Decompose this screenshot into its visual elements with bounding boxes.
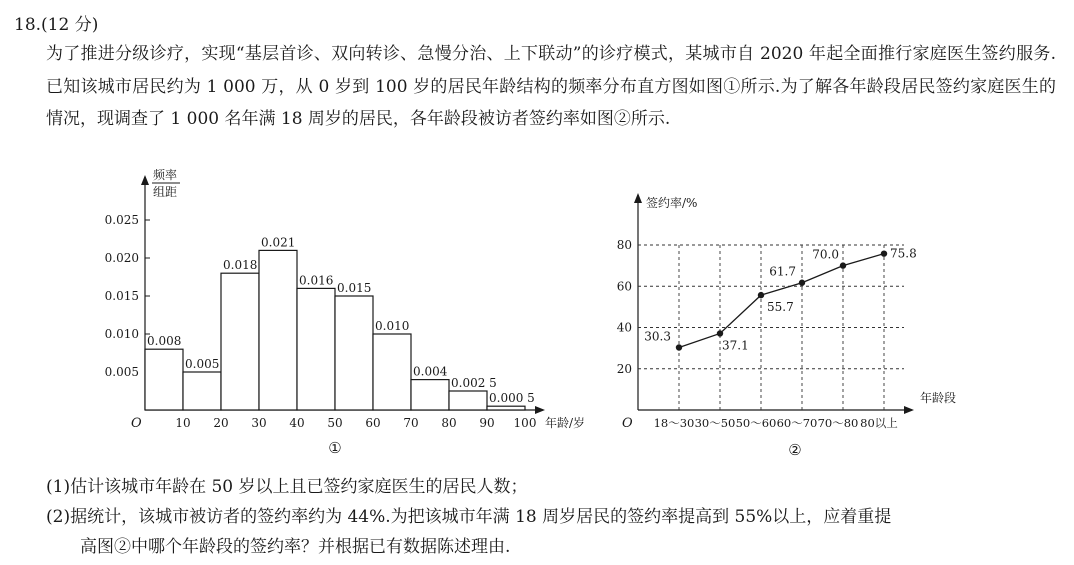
question-1: (1)估计该城市年龄在 50 岁以上且已签约家庭医生的居民人数； (46, 477, 528, 497)
bar-value-label: 0.016 (299, 273, 334, 288)
x-category-label: 70～80 (817, 416, 859, 430)
y-tick-label: 40 (616, 320, 632, 335)
x-axis-label: 年龄/岁 (545, 416, 586, 430)
histogram-bar (411, 380, 449, 410)
bar-value-label: 0.000 5 (489, 391, 535, 406)
data-point (881, 250, 887, 256)
y-axis-arrow (141, 175, 149, 185)
histogram-bar (145, 349, 183, 410)
y-tick-label: 60 (616, 279, 632, 294)
origin-label: O (622, 416, 633, 431)
histogram-bar (487, 406, 525, 410)
y-tick-label: 0.005 (104, 365, 139, 379)
x-axis-arrow (904, 406, 914, 414)
histogram-bar (183, 372, 221, 410)
question-2 (46, 502, 1056, 562)
problem-intro: 为了推进分级诊疗，实现“基层首诊、双向转诊、急慢分治、上下联动”的诊疗模式，某城市自 2020 年起全面推行家庭医生签约服务.已知该城市居民约为 1 000 万，从 0 岁到 100 岁的居民年龄结构的频率分布直方图如图①所示.为了解各年龄段居民签约家庭医生的情况，现调查了 1 000 名年满 18 周岁的居民，各年龄段被访者签约率如图②所示. (46, 44, 1056, 129)
data-point-label: 61.7 (769, 264, 796, 279)
histogram-bar (297, 288, 335, 410)
x-tick-label: 100 (513, 416, 537, 430)
x-tick-label: 20 (213, 416, 229, 430)
histogram-bar (335, 296, 373, 410)
x-category-label: 30～50 (694, 416, 736, 430)
y-tick-label: 0.015 (104, 289, 139, 303)
x-tick-label: 30 (251, 416, 267, 430)
questions (46, 472, 1056, 562)
x-axis-label: 年龄段 (920, 391, 957, 405)
x-category-label: 18～30 (653, 416, 695, 430)
bar-value-label: 0.018 (223, 258, 258, 273)
figure-caption: ② (788, 441, 802, 459)
y-tick-label: 0.025 (104, 213, 139, 227)
y-tick-label: 0.010 (104, 327, 139, 341)
data-point-label: 55.7 (767, 300, 794, 315)
data-point-label: 30.3 (644, 329, 671, 344)
data-point-label: 70.0 (812, 247, 839, 262)
y-tick-label: 80 (616, 238, 632, 252)
x-tick-label: 80 (441, 416, 457, 430)
bar-value-label: 0.008 (147, 334, 182, 349)
x-tick-label: 90 (479, 416, 495, 430)
x-tick-label: 50 (327, 416, 343, 430)
bar-value-label: 0.021 (261, 235, 296, 250)
data-point (676, 344, 682, 350)
histogram-bar (221, 273, 259, 410)
histogram-bar (373, 334, 411, 410)
question-2-line-2: 高图②中哪个年龄段的签约率？并根据已有数据陈述理由. (80, 537, 511, 557)
bar-value-label: 0.010 (375, 319, 410, 333)
x-tick-label: 10 (175, 416, 191, 430)
y-label-top: 频率 (153, 168, 178, 182)
y-axis-label: 签约率/% (646, 196, 698, 210)
bar-value-label: 0.002 5 (451, 376, 497, 390)
bar-value-label: 0.005 (185, 357, 220, 371)
x-category-label: 60～70 (776, 416, 818, 430)
y-axis-arrow (634, 193, 642, 203)
histogram-bar (259, 250, 297, 410)
histogram-figure (100, 165, 600, 465)
data-point (799, 280, 805, 286)
data-point (840, 262, 846, 268)
x-tick-label: 40 (289, 416, 305, 430)
x-tick-label: 70 (403, 416, 419, 430)
histogram-bar (449, 391, 487, 410)
problem-number: 18.(12 分) (14, 15, 99, 35)
bar-value-label: 0.004 (413, 364, 448, 379)
x-category-label: 50～60 (735, 416, 777, 430)
y-label-bottom: 组距 (153, 185, 178, 199)
question-2-line-1: (2)据统计，该城市被访者的签约率约为 44%.为把该城市年满 18 周岁居民的签约率提高到 55%以上，应着重提 (46, 507, 892, 527)
figure-caption: ① (328, 439, 342, 457)
x-axis-arrow (535, 406, 545, 414)
origin-label: O (131, 416, 142, 431)
x-tick-label: 60 (365, 416, 381, 430)
data-point (717, 330, 723, 336)
data-point-label: 37.1 (722, 338, 749, 353)
y-tick-label: 0.020 (104, 251, 139, 265)
data-point (758, 292, 764, 298)
data-point-label: 75.8 (890, 246, 917, 261)
signing-rate-figure (600, 185, 980, 465)
bar-value-label: 0.015 (337, 281, 372, 295)
x-category-label: 80以上 (860, 416, 898, 430)
y-tick-label: 20 (616, 361, 632, 376)
